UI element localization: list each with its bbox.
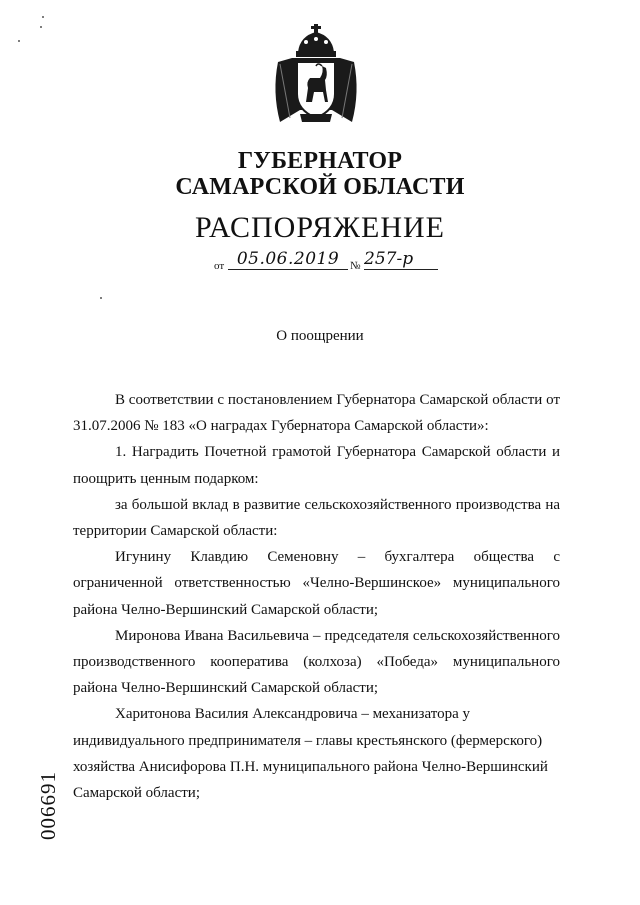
scan-mark bbox=[18, 40, 20, 42]
paragraph: 1. Наградить Почетной грамотой Губернатора Самарской области и поощрить ценным подарком: bbox=[73, 444, 560, 487]
serial-stamp: 006691 bbox=[36, 771, 60, 840]
scan-mark bbox=[42, 16, 44, 18]
samara-coat-of-arms-icon bbox=[270, 22, 362, 130]
document-body bbox=[73, 387, 560, 806]
date-prefix-label: от bbox=[214, 260, 225, 272]
paragraph: Харитонова Василия Александровича – механизатора у индивидуального предпринимателя – главы крестьянского (фермерского) хозяйства Анисифорова П.Н. муниципального района Челно-Вершинский Самарской области; bbox=[73, 706, 548, 802]
paragraph: Миронова Ивана Васильевича – председателя сельскохозяйственного производственного кооператива (колхоза) «Победа» муниципального района Челно-Вершинский Самарской области; bbox=[73, 627, 560, 697]
document-number: 257-р bbox=[364, 249, 438, 270]
issuer-title-line-2: САМАРСКОЙ ОБЛАСТИ bbox=[175, 174, 465, 200]
issuer-title-line-1: ГУБЕРНАТОР bbox=[237, 148, 403, 174]
scan-mark bbox=[100, 297, 102, 299]
paragraph: В соответствии с постановлением Губернатора Самарской области от 31.07.2006 № 183 «О наградах Губернатора Самарской области»: bbox=[73, 392, 560, 435]
document-date: 05.06.2019 bbox=[228, 249, 348, 270]
document-type: РАСПОРЯЖЕНИЕ bbox=[194, 211, 446, 244]
date-number-line bbox=[214, 250, 454, 276]
document-subject: О поощрении bbox=[276, 328, 364, 344]
paragraph: за большой вклад в развитие сельскохозяйственного производства на территории Самарской области: bbox=[73, 496, 560, 540]
scan-mark bbox=[40, 26, 42, 28]
paragraph: Игунину Клавдию Семеновну – бухгалтера общества с ограниченной ответственностью «Челно-Вершинское» муниципального района Челно-Вершинский Самарской области; bbox=[73, 549, 560, 618]
number-prefix-label: № bbox=[350, 260, 361, 272]
